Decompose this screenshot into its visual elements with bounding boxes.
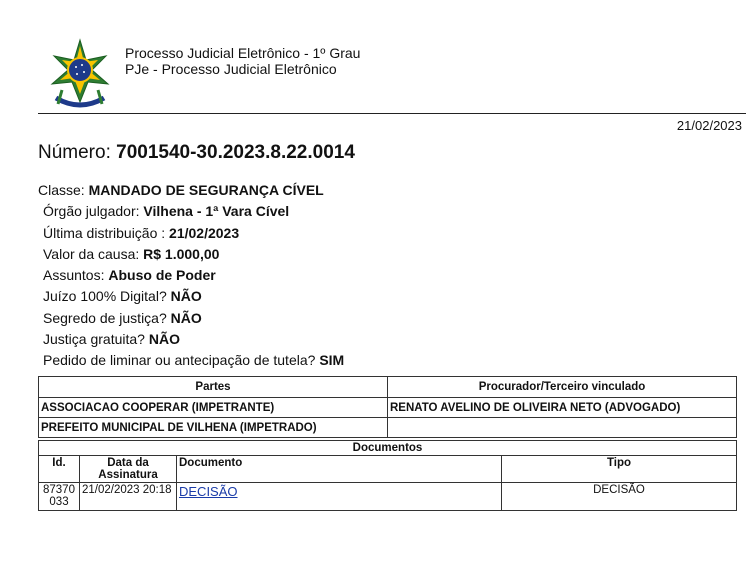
info-valor: Valor da causa: R$ 1.000,00 xyxy=(43,245,220,262)
info-liminar: Pedido de liminar ou antecipação de tutela? SIM xyxy=(43,352,345,369)
doc-data: 21/02/2023 20:18 xyxy=(80,483,177,511)
parte-cell: PREFEITO MUNICIPAL DE VILHENA (IMPETRADO) xyxy=(39,418,388,438)
process-number-value: 7001540-30.2023.8.22.0014 xyxy=(116,142,355,163)
process-info xyxy=(38,180,344,372)
table-row xyxy=(39,398,737,418)
info-orgao: Órgão julgador: Vilhena - 1ª Vara Cível xyxy=(43,203,290,220)
process-number-label: Número: xyxy=(38,142,111,163)
documentos-table xyxy=(38,440,737,511)
col-tipo: Tipo xyxy=(502,456,737,483)
info-gratuita: Justiça gratuita? NÃO xyxy=(43,331,180,348)
col-id: Id. xyxy=(39,456,80,483)
table-row xyxy=(39,483,737,511)
parte-cell: ASSOCIACAO COOPERAR (IMPETRANTE) xyxy=(39,398,388,418)
info-distribuicao: Última distribuição : 21/02/2023 xyxy=(43,224,240,241)
doc-id: 87370 033 xyxy=(39,483,80,511)
partes-table xyxy=(38,376,737,438)
info-juizo-digital: Juízo 100% Digital? NÃO xyxy=(43,288,202,305)
procurador-header: Procurador/Terceiro vinculado xyxy=(388,377,737,398)
documentos-title: Documentos xyxy=(39,441,737,456)
col-documento: Documento xyxy=(177,456,502,483)
header-line-1: Processo Judicial Eletrônico - 1º Grau xyxy=(125,45,361,61)
header xyxy=(125,45,360,77)
col-data: Data da Assinatura xyxy=(80,456,177,483)
print-date: 21/02/2023 xyxy=(676,118,742,133)
header-line-2: PJe - Processo Judicial Eletrônico xyxy=(125,61,337,77)
table-row xyxy=(39,418,737,438)
procurador-cell: RENATO AVELINO DE OLIVEIRA NETO (ADVOGADO) xyxy=(388,398,737,418)
procurador-cell xyxy=(388,418,737,438)
info-classe: Classe: MANDADO DE SEGURANÇA CÍVEL xyxy=(38,182,324,198)
header-divider xyxy=(38,113,746,114)
brazil-coat-of-arms-icon xyxy=(46,38,114,110)
info-segredo: Segredo de justiça? NÃO xyxy=(43,309,202,326)
info-assuntos: Assuntos: Abuso de Poder xyxy=(43,267,216,284)
process-number xyxy=(38,142,355,164)
doc-tipo: DECISÃO xyxy=(502,483,737,511)
partes-header: Partes xyxy=(39,377,388,398)
documento-link[interactable]: DECISÃO xyxy=(179,484,238,499)
